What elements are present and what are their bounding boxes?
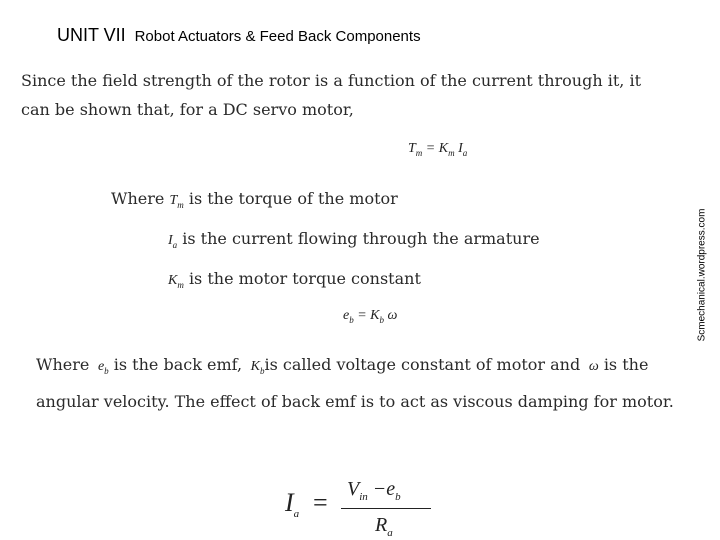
where-label: Where: [111, 189, 165, 208]
back-emf-line: Where $e_b$ is the back emf, $K_bis$ called voltage constant of motor and ω is the: [36, 355, 649, 376]
torque-equation: $T_m = K_m$ $I_a$: [408, 141, 468, 158]
def-current: $I_a$ is the current flowing through the armature: [168, 229, 540, 250]
def-constant-text: is the motor torque constant: [188, 269, 421, 288]
back-emf-where: Where: [36, 355, 90, 374]
back-emf-omega-text: is the: [603, 355, 649, 374]
page-title: [57, 12, 421, 49]
watermark-sidebar: [696, 15, 708, 535]
def-torque-text: is the torque of the motor: [188, 189, 398, 208]
back-emf-kb-text: is called voltage constant of motor and: [264, 355, 581, 374]
back-emf-eb-text: is the back emf,: [113, 355, 243, 374]
back-emf-equation: $e_b = K_b$ ω: [343, 308, 398, 325]
intro-line-2: can be shown that, for a DC servo motor,: [21, 100, 354, 119]
intro-line-1: Since the field strength of the rotor is a function of the current through it, it: [21, 71, 642, 90]
def-torque: Where $T_m$ is the torque of the motor: [111, 189, 398, 210]
topic-title: Robot Actuators & Feed Back Components: [134, 28, 421, 45]
def-constant: $K_m$ is the motor torque constant: [168, 269, 421, 290]
watermark-text: Scmechanical.wordpress.com: [696, 208, 708, 342]
unit-label: UNIT VII: [57, 25, 126, 45]
def-current-text: is the current flowing through the armature: [182, 229, 540, 248]
damping-line: angular velocity. The effect of back emf is to act as viscous damping for motor.: [36, 392, 674, 411]
